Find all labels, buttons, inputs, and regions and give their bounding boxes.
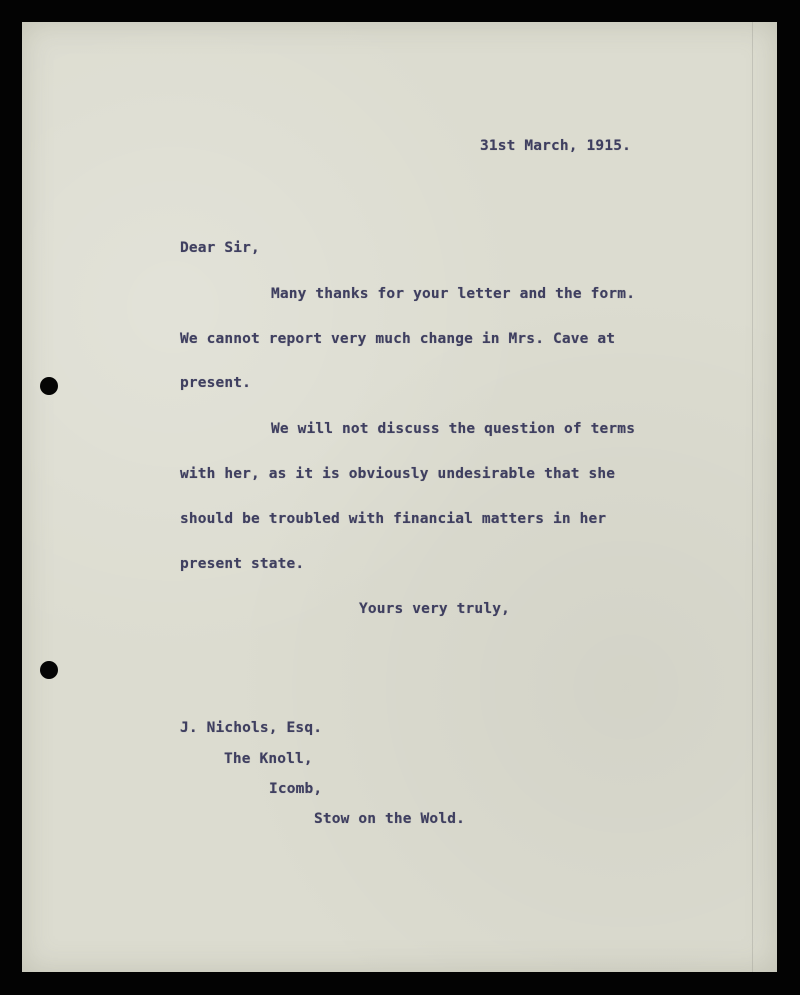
salutation: Dear Sir, <box>180 240 260 256</box>
letter-date: 31st March, 1915. <box>480 138 631 154</box>
letter-page <box>22 22 777 972</box>
body-line: present. <box>180 375 252 391</box>
address-line: Icomb, <box>269 781 323 797</box>
address-line: The Knoll, <box>224 751 313 767</box>
closing: Yours very truly, <box>359 601 510 617</box>
body-line: with her, as it is obviously undesirable that she <box>180 466 616 482</box>
address-line: J. Nichols, Esq. <box>180 720 323 736</box>
body-line: Many thanks for your letter and the form. <box>271 286 636 302</box>
body-line: should be troubled with financial matters in her <box>180 511 607 527</box>
punch-hole <box>40 377 58 395</box>
paper-fold-line <box>752 22 753 972</box>
punch-hole <box>40 661 58 679</box>
body-line: We cannot report very much change in Mrs. Cave at <box>180 331 616 347</box>
body-line: present state. <box>180 556 305 572</box>
body-line: We will not discuss the question of terms <box>271 421 636 437</box>
address-line: Stow on the Wold. <box>314 811 465 827</box>
